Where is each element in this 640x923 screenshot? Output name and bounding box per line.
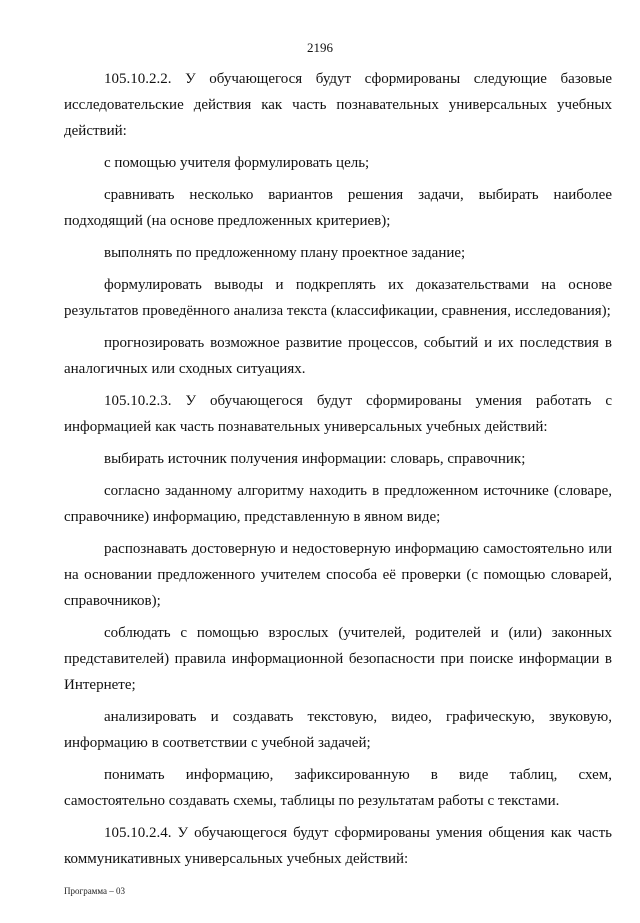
paragraph-105-10-2-2: 105.10.2.2. У обучающегося будут сформированы следующие базовые исследовательские действия как часть познавательных универсальных учебных действий: — [64, 71, 612, 139]
paragraph-105-10-2-4: 105.10.2.4. У обучающегося будут сформированы умения общения как часть коммуникативных универсальных учебных действий: — [64, 825, 612, 867]
list-item: с помощью учителя формулировать цель; — [104, 155, 370, 171]
footer-label: Программа – 03 — [64, 886, 126, 896]
list-item: понимать информацию, зафиксированную в виде таблиц, схем, самостоятельно создавать схемы, таблицы по результатам работы с текстами. — [64, 767, 612, 809]
list-item: сравнивать несколько вариантов решения задачи, выбирать наиболее подходящий (на основе предложенных критериев); — [64, 187, 612, 229]
document-body — [64, 66, 612, 878]
list-item: согласно заданному алгоритму находить в предложенном источнике (словаре, справочнике) информацию, представленную в явном виде; — [64, 483, 612, 525]
list-item: анализировать и создавать текстовую, видео, графическую, звуковую, информацию в соответствии с учебной задачей; — [64, 709, 612, 751]
list-item: прогнозировать возможное развитие процессов, событий и их последствия в аналогичных или сходных ситуациях. — [64, 335, 612, 377]
list-item: выполнять по предложенному плану проектное задание; — [104, 245, 466, 261]
paragraph-105-10-2-3: 105.10.2.3. У обучающегося будут сформированы умения работать с информацией как часть познавательных универсальных учебных действий: — [64, 393, 612, 435]
list-item: распознавать достоверную и недостоверную информацию самостоятельно или на основании предложенного учителем способа её проверки (с помощью словарей, справочников); — [64, 541, 612, 609]
list-item: формулировать выводы и подкреплять их доказательствами на основе результатов проведённого анализа текста (классификации, сравнения, исследования); — [64, 277, 612, 319]
page-number: 2196 — [307, 40, 333, 55]
list-item: соблюдать с помощью взрослых (учителей, родителей и (или) законных представителей) правила информационной безопасности при поиске информации в Интернете; — [64, 625, 612, 693]
list-item: выбирать источник получения информации: словарь, справочник; — [104, 451, 526, 467]
